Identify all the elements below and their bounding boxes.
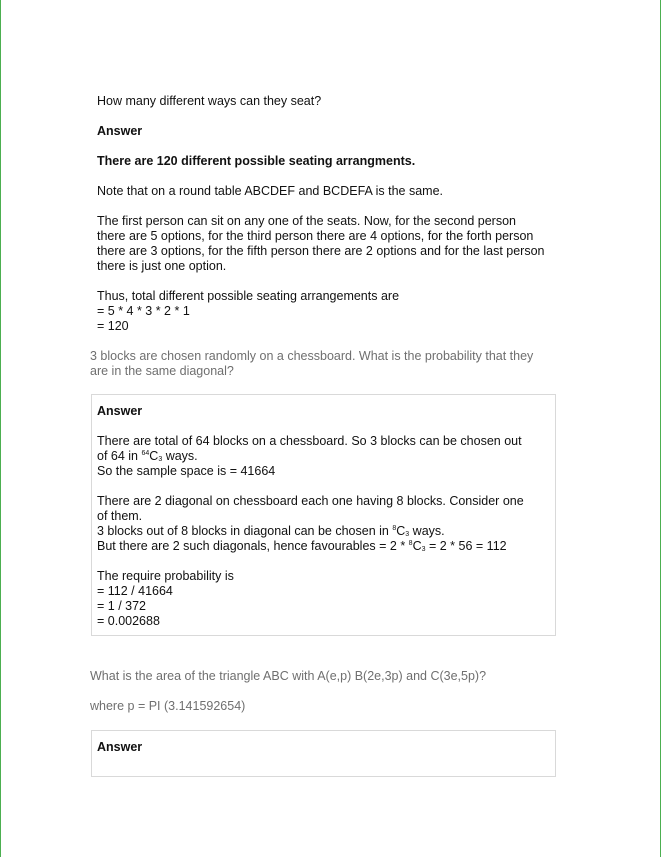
q3-answer-label: Answer [97, 740, 143, 754]
q2-answer-label: Answer [97, 404, 143, 418]
q1-question: How many different ways can they seat? [97, 94, 322, 108]
q2-favourables [97, 494, 524, 554]
q2-text-line: There are 2 diagonal on chessboard each one having 8 blocks. Consider one [97, 494, 524, 508]
q1-explanation-line: there are 5 options, for the third person there are 4 options, for the forth person [97, 229, 534, 243]
q1-calc-line: = 120 [97, 319, 129, 333]
q2-text-line: So the sample space is = 41664 [97, 464, 276, 478]
q1-explanation-line: there are 3 options, for the fifth person there are 2 options and for the last person [97, 244, 545, 258]
q1-explanation-line: The first person can sit on any one of the seats. Now, for the second person [97, 214, 516, 228]
q2-prob-line: = 1 / 372 [97, 599, 146, 613]
q2-text-line: 3 blocks out of 8 blocks in diagonal can be chosen in $^8C_3$ ways. [97, 524, 445, 538]
q2-prob-line: = 0.002688 [97, 614, 160, 628]
q2-text-line: of 64 in $^{64}C_3$ ways. [97, 449, 198, 463]
q2-probability [97, 569, 234, 629]
q2-prob-line: The require probability is [97, 569, 234, 583]
q2-question [90, 349, 533, 379]
q3-question: What is the area of the triangle ABC with A(e,p) B(2e,3p) and C(3e,5p)? [90, 669, 487, 683]
q1-answer-label: Answer [97, 124, 143, 138]
q2-question-line: are in the same diagonal? [90, 364, 234, 378]
q1-calc-line: Thus, total different possible seating arrangements are [97, 289, 400, 303]
q3-answer-box [91, 730, 556, 777]
q1-result: There are 120 different possible seating arrangments. [97, 154, 416, 168]
q2-text-line: But there are 2 such diagonals, hence favourables = $2 * ^8C_3 = 2 * 56 = 112$ [97, 539, 507, 553]
q2-question-line: 3 blocks are chosen randomly on a chessboard. What is the probability that they [90, 349, 534, 363]
q2-text-line: There are total of 64 blocks on a chessboard. So 3 blocks can be chosen out [97, 434, 522, 448]
q2-text-line: of them. [97, 509, 143, 523]
q2-prob-line: = 112 / 41664 [97, 584, 173, 598]
q1-calc-line: = 5 * 4 * 3 * 2 * 1 [97, 304, 190, 318]
q1-explanation-line: there is just one option. [97, 259, 227, 273]
q1-explanation [97, 214, 545, 274]
q3-where: where p = PI (3.141592654) [90, 699, 246, 713]
q1-note: Note that on a round table ABCDEF and BCDEFA is the same. [97, 184, 444, 198]
q1-calculation [97, 289, 399, 334]
q2-sample-space [97, 434, 522, 479]
